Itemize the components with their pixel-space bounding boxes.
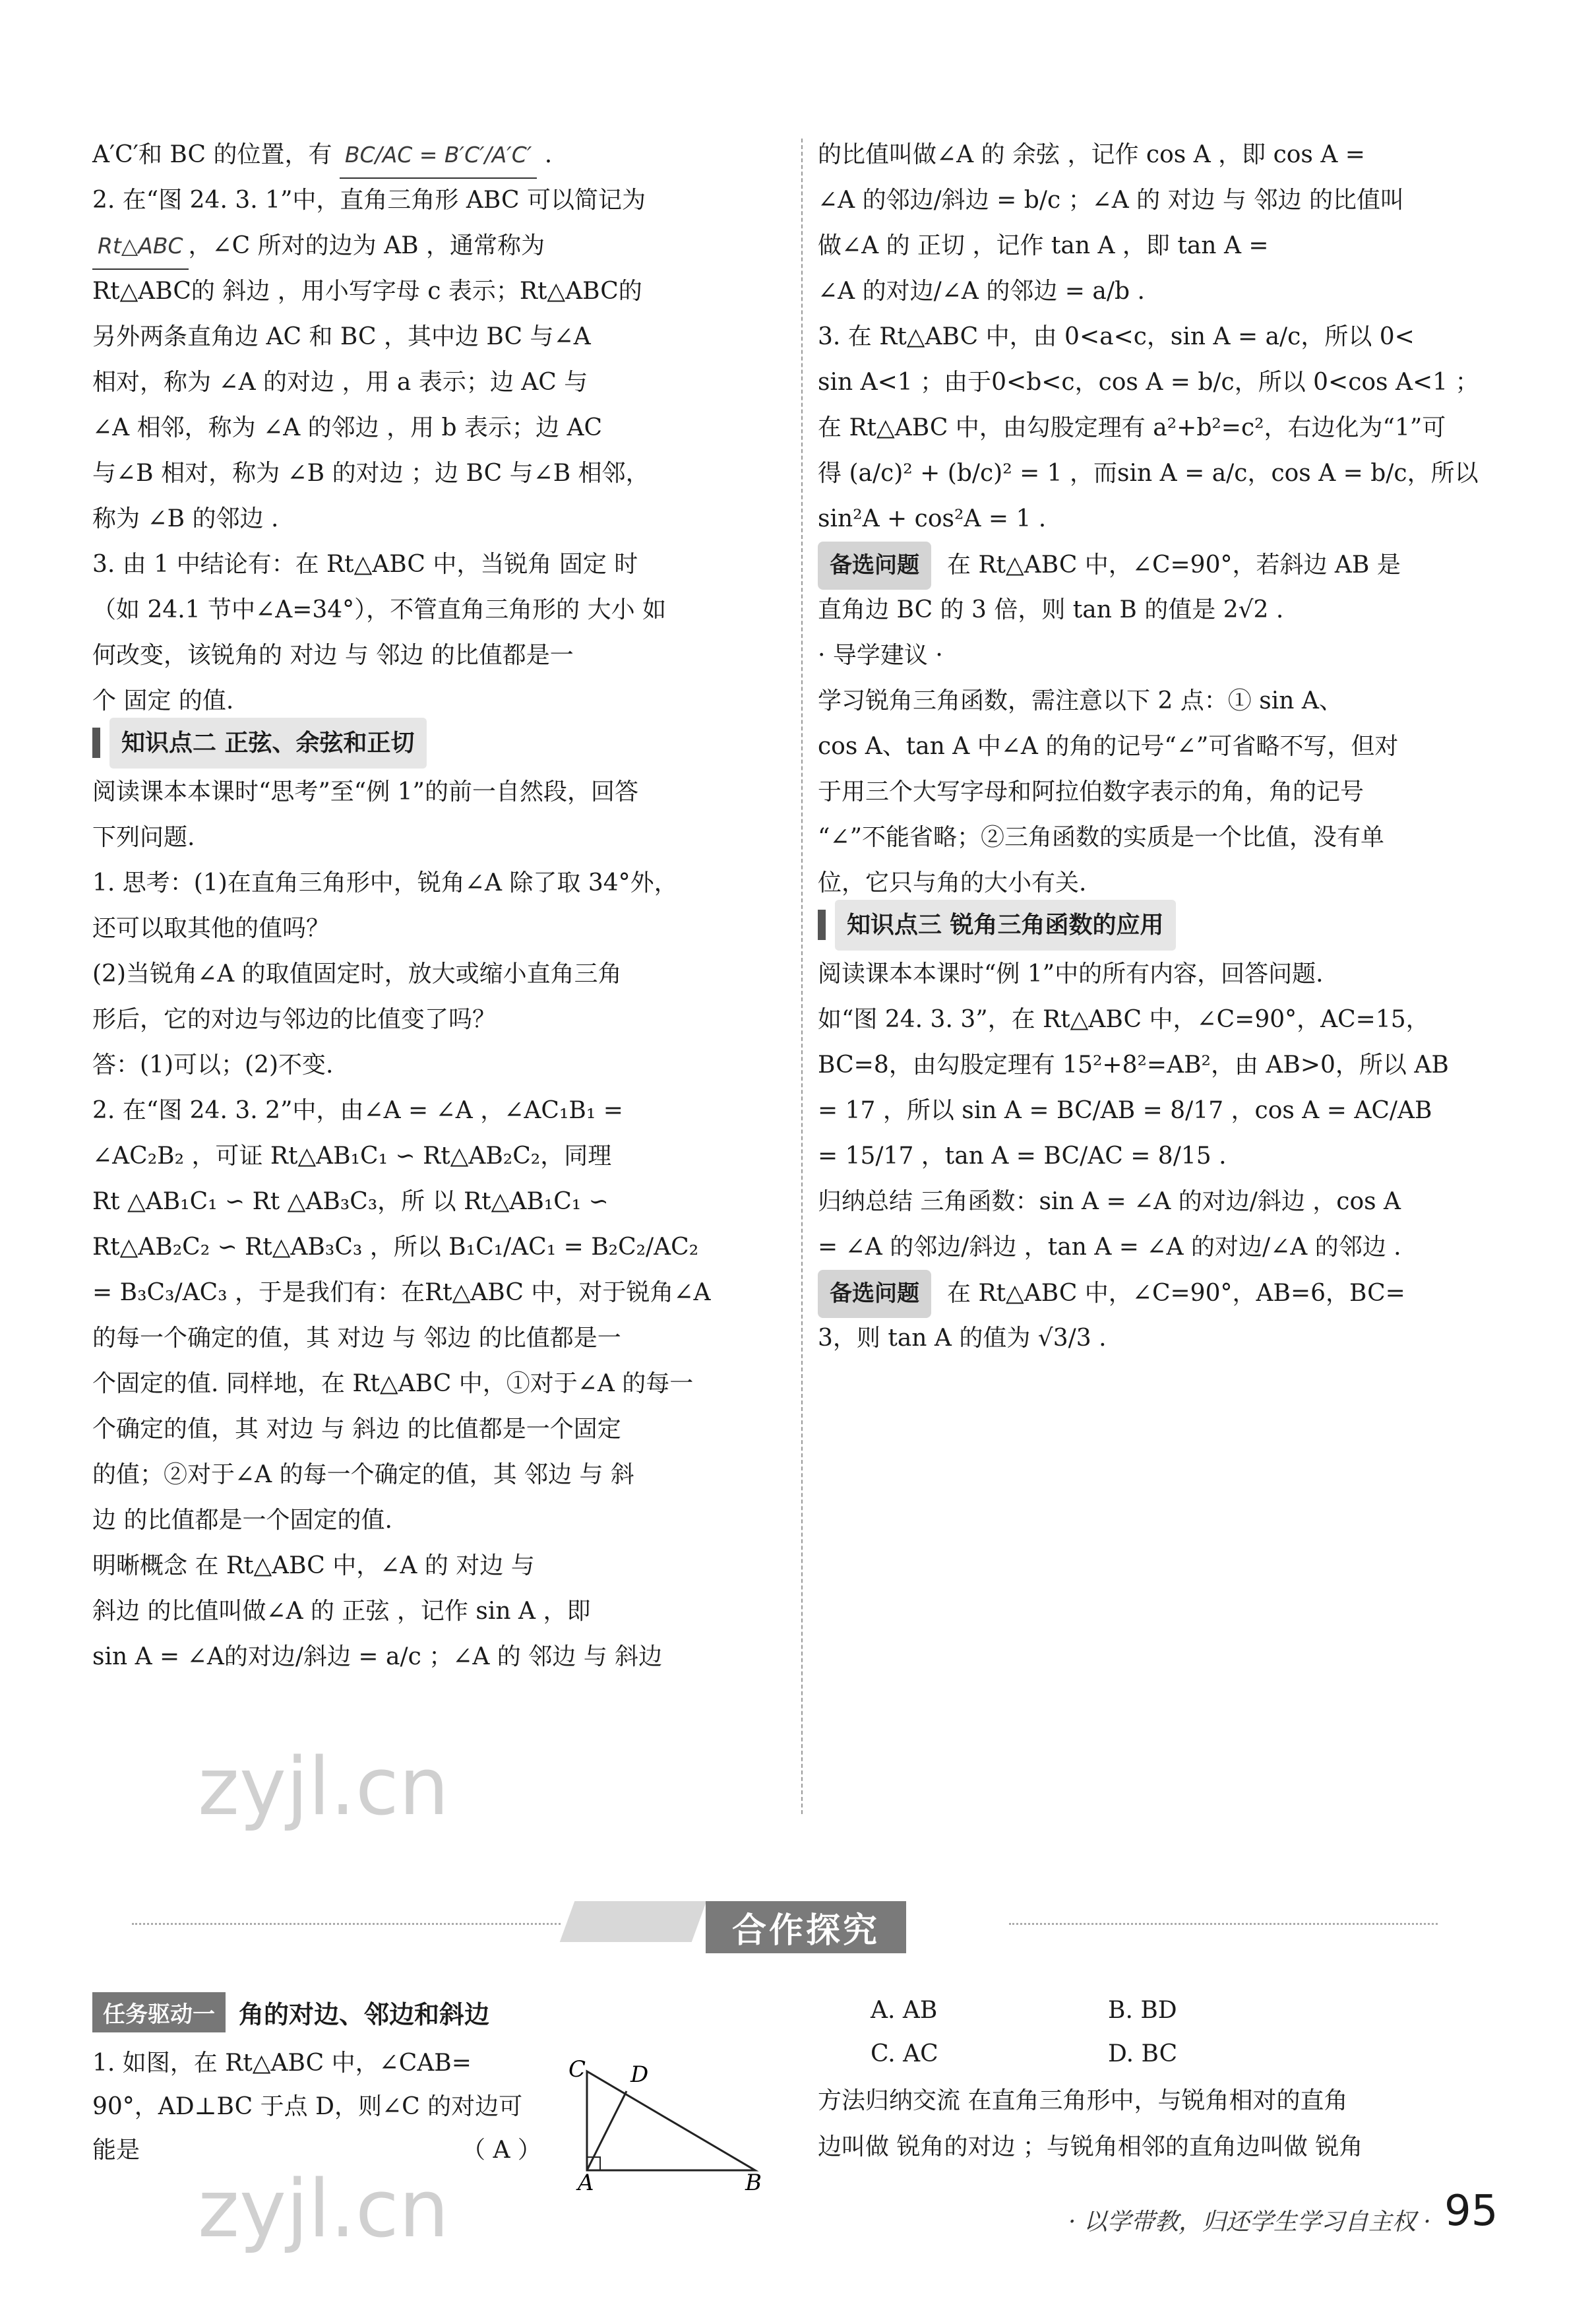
text-line: 明晰概念 在 Rt△ABC 中，∠A 的 对边 与 bbox=[92, 1552, 535, 1579]
option-b: B. BD bbox=[1108, 1997, 1177, 2024]
text-line: 下列问题. bbox=[92, 824, 195, 851]
text-line: 个确定的值，其 对边 与 斜边 的比值都是一个固定 bbox=[92, 1416, 621, 1443]
text-line: （如 24.1 节中∠A=34°），不管直角三角形的 大小 如 bbox=[92, 596, 667, 623]
task-title: 角的对边、邻边和斜边 bbox=[239, 2000, 490, 2029]
section-rule-left bbox=[132, 1923, 561, 1925]
text-line: 与∠B 相对，称为 ∠B 的对边 ；边 BC 与∠B 相邻， bbox=[92, 460, 650, 487]
text-line: 得 (a/c)² + (b/c)² = 1 ，而sin A = a/c，cos A = b/c，所以 bbox=[818, 460, 1479, 487]
text-line: 如“图 24. 3. 3”，在 Rt△ABC 中，∠C=90°，AC=15， bbox=[818, 1006, 1430, 1033]
knowledge-point-heading: 知识点二 正弦、余弦和正切 bbox=[92, 724, 427, 762]
text-line: ∠A 的对边/∠A 的邻边 = a/b . bbox=[818, 278, 1145, 305]
text-line: 相对，称为 ∠A 的对边 ，用 a 表示；边 AC 与 bbox=[92, 369, 588, 396]
task-header bbox=[92, 1992, 489, 2032]
section-rule-right bbox=[1009, 1923, 1438, 1925]
watermark: zyjl.cn bbox=[198, 2164, 449, 2255]
option-a: A. AB bbox=[871, 1997, 938, 2024]
text-line: 何改变，该锐角的 对边 与 邻边 的比值都是一 bbox=[92, 642, 574, 669]
text-line: 3. 由 1 中结论有：在 Rt△ABC 中，当锐角 固定 时 bbox=[92, 551, 638, 578]
text-line: = 15/17 ，tan A = BC/AC = 8/15 . bbox=[818, 1143, 1227, 1170]
text-line: A′C′和 BC 的位置，有 BC/AC = B′C′/A′C′ . bbox=[92, 132, 791, 179]
section-header-ornament bbox=[560, 1901, 707, 1942]
text-line: 直角边 BC 的 3 倍，则 tan B 的值是 2√2 . bbox=[818, 596, 1284, 623]
task-tag: 任务驱动一 bbox=[92, 1992, 226, 2032]
text-line: 1. 思考：(1)在直角三角形中，锐角∠A 除了取 34°外， bbox=[92, 869, 678, 896]
text-line: (2)当锐角∠A 的取值固定时，放大或缩小直角三角 bbox=[92, 960, 622, 988]
text-line: Rt△ABC ，∠C 所对的边为 AB ，通常称为 bbox=[92, 223, 791, 270]
text-line: 归纳总结 三角函数：sin A = ∠A 的对边/斜边 ，cos A bbox=[818, 1188, 1401, 1215]
method-line: 边叫做 锐角的对边 ；与锐角相邻的直角边叫做 锐角 bbox=[818, 2133, 1363, 2160]
text-line: 阅读课本本课时“思考”至“例 1”的前一自然段，回答 bbox=[92, 778, 638, 805]
method-summary bbox=[818, 2078, 1477, 2170]
question-1 bbox=[92, 2042, 567, 2172]
footer-motto: · 以学带教，归还学生学习自主权 · bbox=[1068, 2209, 1431, 2236]
triangle-figure bbox=[567, 2058, 778, 2190]
text-line: 的比值叫做∠A 的 余弦 ，记作 cos A ，即 cos A = bbox=[818, 141, 1365, 168]
q1-answer: （ A ） bbox=[462, 2137, 541, 2164]
text-line: 还可以取其他的值吗？ bbox=[92, 915, 330, 942]
text-line: = B₃C₃/AC₃ ，于是我们有：在Rt△ABC 中，对于锐角∠A bbox=[92, 1279, 711, 1306]
text-line: sin²A + cos²A = 1 . bbox=[818, 505, 1047, 532]
fig-label-b: B bbox=[745, 2170, 762, 2190]
text-line: 在 Rt△ABC 中，由勾股定理有 a²+b²=c²，右边化为“1”可 bbox=[818, 414, 1446, 441]
optional-question-badge: 备选问题 bbox=[818, 542, 931, 590]
text-line: Rt △AB₁C₁ ∽ Rt △AB₃C₃，所 以 Rt△AB₁C₁ ∽ bbox=[92, 1188, 609, 1215]
text-line: 的每一个确定的值，其 对边 与 邻边 的比值都是一 bbox=[92, 1325, 621, 1352]
fig-label-c: C bbox=[568, 2058, 586, 2083]
text-line: sin A<1 ；由于0<b<c，cos A = b/c，所以 0<cos A<1 ； bbox=[818, 369, 1479, 396]
text-line: 另外两条直角边 AC 和 BC ，其中边 BC 与∠A bbox=[92, 323, 591, 350]
text-line: cos A、tan A 中∠A 的角的记号“∠”可省略不写，但对 bbox=[818, 733, 1399, 760]
text-line: · 导学建议 · bbox=[818, 642, 943, 669]
option-c: C. AC bbox=[871, 2040, 938, 2067]
q1-line: 1. 如图，在 Rt△ABC 中，∠CAB= bbox=[92, 2050, 472, 2077]
optional-question-badge: 备选问题 bbox=[818, 1270, 931, 1318]
text-line: ∠A 的邻边/斜边 = b/c ；∠A 的 对边 与 邻边 的比值叫 bbox=[818, 187, 1404, 214]
text-line: BC=8，由勾股定理有 15²+8²=AB²，由 AB>0，所以 AB bbox=[818, 1052, 1449, 1079]
text-line: = ∠A 的邻边/斜边 ，tan A = ∠A 的对边/∠A 的邻边 . bbox=[818, 1234, 1401, 1261]
section-title: 合作探究 bbox=[706, 1901, 906, 1953]
answer-blank: BC/AC = B′C′/A′C′ bbox=[340, 132, 537, 179]
column-divider bbox=[801, 139, 803, 1814]
fig-label-d: D bbox=[630, 2061, 649, 2088]
watermark: zyjl.cn bbox=[198, 1742, 449, 1833]
text-line: “∠”不能省略；②三角函数的实质是一个比值，没有单 bbox=[818, 824, 1384, 851]
text-line: 3. 在 Rt△ABC 中，由 0<a<c，sin A = a/c，所以 0< bbox=[818, 323, 1415, 350]
q1-line: 90°，AD⊥BC 于点 D，则∠C 的对边可 bbox=[92, 2093, 523, 2120]
text-line: 2. 在“图 24. 3. 2”中，由∠A = ∠A ，∠AC₁B₁ = bbox=[92, 1097, 623, 1124]
text-line: Rt△ABC的 斜边 ，用小写字母 c 表示；Rt△ABC的 bbox=[92, 278, 642, 305]
text-line: 备选问题 在 Rt△ABC 中，∠C=90°，若斜边 AB 是 bbox=[818, 542, 1497, 590]
text-line: 答：(1)可以；(2)不变. bbox=[92, 1052, 334, 1079]
page-number: 95 bbox=[1444, 2187, 1498, 2236]
text-line: 个固定的值. 同样地，在 Rt△ABC 中，①对于∠A 的每一 bbox=[92, 1370, 694, 1397]
text-line: 形后，它的对边与邻边的比值变了吗？ bbox=[92, 1006, 497, 1033]
text-line: 个 固定 的值. bbox=[92, 687, 234, 714]
text-line: ∠A 相邻，称为 ∠A 的邻边 ，用 b 表示；边 AC bbox=[92, 414, 603, 441]
text-line: 阅读课本本课时“例 1”中的所有内容，回答问题. bbox=[818, 960, 1324, 988]
text-line: = 17 ，所以 sin A = BC/AB = 8/17 ，cos A = AC/AB bbox=[818, 1097, 1432, 1124]
section-header bbox=[567, 1893, 1002, 1950]
answer-blank: Rt△ABC bbox=[92, 223, 189, 270]
text-line: 边 的比值都是一个固定的值. bbox=[92, 1507, 392, 1534]
text-line: 备选问题 在 Rt△ABC 中，∠C=90°，AB=6，BC= bbox=[818, 1270, 1497, 1318]
text-line: 的值；②对于∠A 的每一个确定的值，其 邻边 与 斜 bbox=[92, 1461, 634, 1488]
text-line: Rt△AB₂C₂ ∽ Rt△AB₃C₃ ，所以 B₁C₁/AC₁ = B₂C₂/AC₂ bbox=[92, 1234, 699, 1261]
text-line: 做∠A 的 正切 ，记作 tan A ，即 tan A = bbox=[818, 232, 1269, 259]
fig-label-a: A bbox=[578, 2170, 594, 2190]
text-line: 2. 在“图 24. 3. 1”中，直角三角形 ABC 可以简记为 bbox=[92, 187, 646, 214]
text-line: 3，则 tan A 的值为 √3/3 . bbox=[818, 1325, 1107, 1352]
options bbox=[871, 1989, 1464, 2076]
text-line: 学习锐角三角函数，需注意以下 2 点：① sin A、 bbox=[818, 687, 1343, 714]
text-line: 斜边 的比值叫做∠A 的 正弦 ，记作 sin A ，即 bbox=[92, 1598, 591, 1625]
method-line: 方法归纳交流 在直角三角形中，与锐角相对的直角 bbox=[818, 2087, 1348, 2114]
knowledge-point-heading: 知识点三 锐角三角函数的应用 bbox=[818, 906, 1176, 944]
text-line: 位，它只与角的大小有关. bbox=[818, 869, 1087, 896]
text-line: 称为 ∠B 的邻边 . bbox=[92, 505, 279, 532]
q1-line: 能是 （ A ） bbox=[92, 2129, 567, 2172]
text-line: sin A = ∠A的对边/斜边 = a/c ；∠A 的 邻边 与 斜边 bbox=[92, 1643, 663, 1670]
text-line: 于用三个大写字母和阿拉伯数字表示的角，角的记号 bbox=[818, 778, 1364, 805]
option-d: D. BC bbox=[1108, 2040, 1178, 2067]
text-line: ∠AC₂B₂ ，可证 Rt△AB₁C₁ ∽ Rt△AB₂C₂，同理 bbox=[92, 1143, 612, 1170]
